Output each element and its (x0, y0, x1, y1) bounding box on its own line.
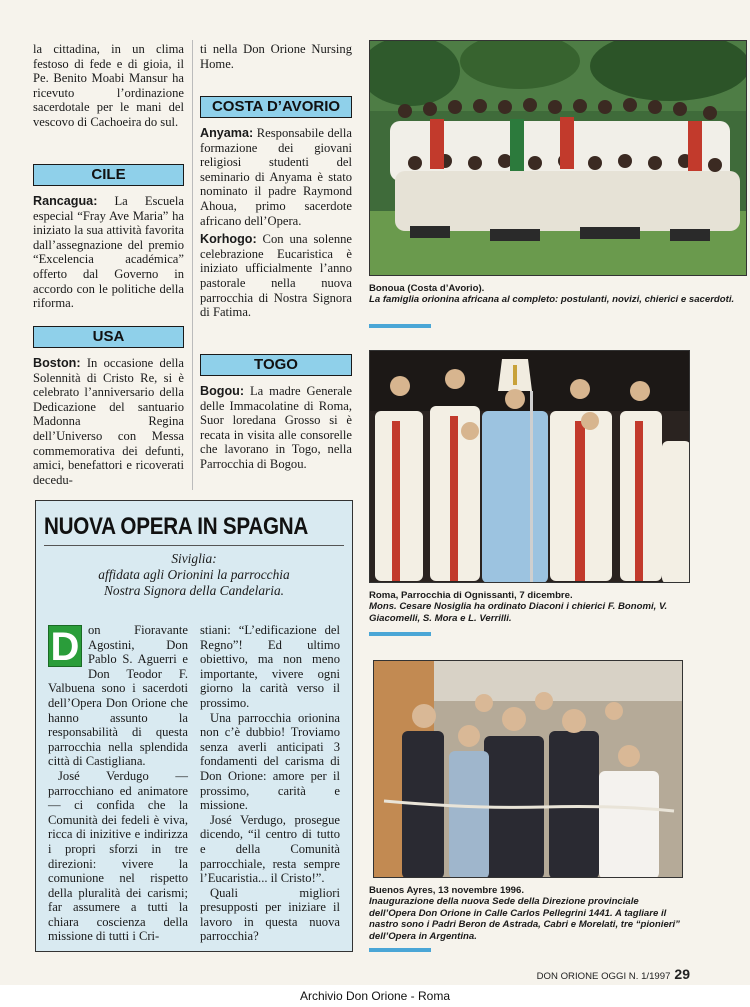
news-text-anyama: Responsabile della formazione dei giovani religiosi studenti del seminario di Anyama è stato nominato il padre Raymond Ahoua, primo sacerdote africano dell’Opera. (200, 126, 352, 228)
news-costa-davorio (200, 126, 352, 320)
article-box-spagna (35, 500, 353, 952)
caption-bonoua-place: Bonoua (Costa d’Avorio). (369, 283, 485, 294)
magazine-name: DON ORIONE OGGI N. 1/1997 (536, 971, 671, 982)
column-divider (192, 40, 193, 490)
news-cile (33, 194, 184, 311)
article-column-1 (48, 623, 188, 944)
news-label-korhogo: Korhogo: (200, 232, 257, 247)
article-paragraph: José Verdugo — parrocchiano ed animatore — ci confida che la Comunità dei fedeli è viva, ricca di inizitive e indirizza i propri sforzi in tre direzioni: vivere la comunione nel rispetto della pluralità dei carismi; far assumere a tutti la chiara coscienza della missione di tutti i Cri- (48, 768, 188, 944)
archive-label: Archivio Don Orione - Roma (299, 989, 451, 1003)
caption-buenos-ayres-place: Buenos Ayres, 13 novembre 1996. (369, 885, 524, 896)
article-subtitle-line-3: Nostra Signora della Candelaria. (103, 583, 285, 598)
column-b-intro: ti nella Don Orione Nursing Home. (200, 42, 352, 71)
photo-bonoua-group (369, 40, 747, 276)
caption-buenos-ayres (369, 885, 685, 942)
caption-rule (369, 324, 431, 328)
article-paragraph: stiani: “L’edificazione del Regno”! Ed ultimo obiettivo, ma non meno importante, vivere ogni giorno la carità verso il prossimo. (200, 623, 340, 710)
article-subtitle-line-2: affidata agli Orionini la parrocchia (98, 567, 290, 582)
photo-roma-ordination (369, 350, 690, 583)
section-header-togo: TOGO (200, 354, 352, 376)
section-header-costa-davorio: COSTA D’AVORIO (200, 96, 352, 118)
article-column-2 (200, 623, 340, 944)
caption-bonoua-text: La famiglia orionina africana al completo: postulanti, novizi, chierici e sacerdoti. (369, 294, 735, 306)
news-label-boston: Boston: (33, 356, 81, 370)
article-title: NUOVA OPERA IN SPAGNA (44, 513, 309, 540)
caption-roma-place: Roma, Parrocchia di Ognissanti, 7 dicembre. (369, 590, 573, 601)
news-text-boston: In occasione della Solennità di Cristo Re, si è celebrato l’anniversario della Dedicazione del santuario Madonna Regina dell’Universo con Messa commemorativa dei defunti, amici, benefattori e ricoverati decedu- (33, 356, 184, 487)
section-header-usa: USA (33, 326, 184, 348)
article-title-rule (44, 545, 344, 546)
article-subtitle (46, 551, 342, 599)
caption-roma (369, 590, 699, 624)
news-usa (33, 356, 184, 487)
page-number: 29 (674, 966, 690, 982)
article-paragraph: on Fioravante Agostini, Don Pablo S. Aguerri e Don Teodor F. Valbuena sono i sacerdoti dell’Opera Don Orione che hanno assunto la responsabilità di questa parrocchia nella splendida città di Castigliana. (48, 623, 188, 769)
news-text-bogou: La madre Generale delle Immacolatine di Roma, Suor loredana Grosso si è recata in visita alle consorelle che lavorano in Togo, nella Parrocchia di Bogou. (200, 384, 352, 471)
photo-buenos-ayres-ribbon (373, 660, 683, 878)
article-dropcap: D (48, 625, 82, 667)
page-footer (537, 966, 690, 982)
column-a (33, 42, 184, 130)
article-paragraph: Quali migliori presupposti per iniziare il lavoro in questa nuova parrocchia? (200, 885, 340, 944)
caption-rule (369, 632, 431, 636)
caption-rule (369, 948, 431, 952)
article-paragraph: Una parrocchia orionina non c’è dubbio! Troviamo senza averli anticipati 3 fondamenti del carisma di Don Orione: amore per il prossimo, carità e missione. (200, 710, 340, 813)
caption-bonoua (369, 283, 747, 306)
article-paragraph: José Verdugo, prosegue dicendo, “il centro di tutto e della Comunità parrocchiale, resta sempre l’Eucaristia... il Cristo!”. (200, 812, 340, 886)
column-a-intro: la cittadina, in un clima festoso di fede e di gioia, il Pe. Benito Moabi Mansur ha ricevuto l’ordinazione sacerdotale per le mani del vescovo di Cachoeira do sul. (33, 42, 184, 129)
news-label-anyama: Anyama: (200, 126, 254, 140)
section-header-cile: CILE (33, 164, 184, 186)
news-togo (200, 384, 352, 472)
article-subtitle-line-1: Siviglia: (171, 551, 217, 566)
news-label-rancagua: Rancagua: (33, 194, 98, 208)
news-text-rancagua: La Escuela especial “Fray Ave Maria” ha iniziato la sua attività favorita dall’assegnazione del premio “Excelencia académica” offerto dal Governo in accordo con le politiche della riforma. (33, 194, 184, 311)
caption-buenos-ayres-text: Inaugurazione della nuova Sede della Direzione provinciale dell’Opera Don Orione in Calle Carlos Pellegrini 1441. A tagliare il nastro sono i Padri Beron de Astrada, Cabri e Morelati, tre “pionieri” dell’Opera in Argentina. (369, 896, 680, 942)
column-b (200, 42, 352, 71)
news-text-korhogo: Con una solenne celebrazione Eucaristica è iniziato ufficialmente l’anno pastorale nella nuova parrocchia di Nostra Signora di Fatima. (200, 232, 352, 320)
caption-roma-text: Mons. Cesare Nosiglia ha ordinato Diaconi i chierici F. Bonomi, V. Giacomelli, S. Mora e L. Verrilli. (369, 601, 668, 624)
news-label-bogou: Bogou: (200, 384, 245, 398)
